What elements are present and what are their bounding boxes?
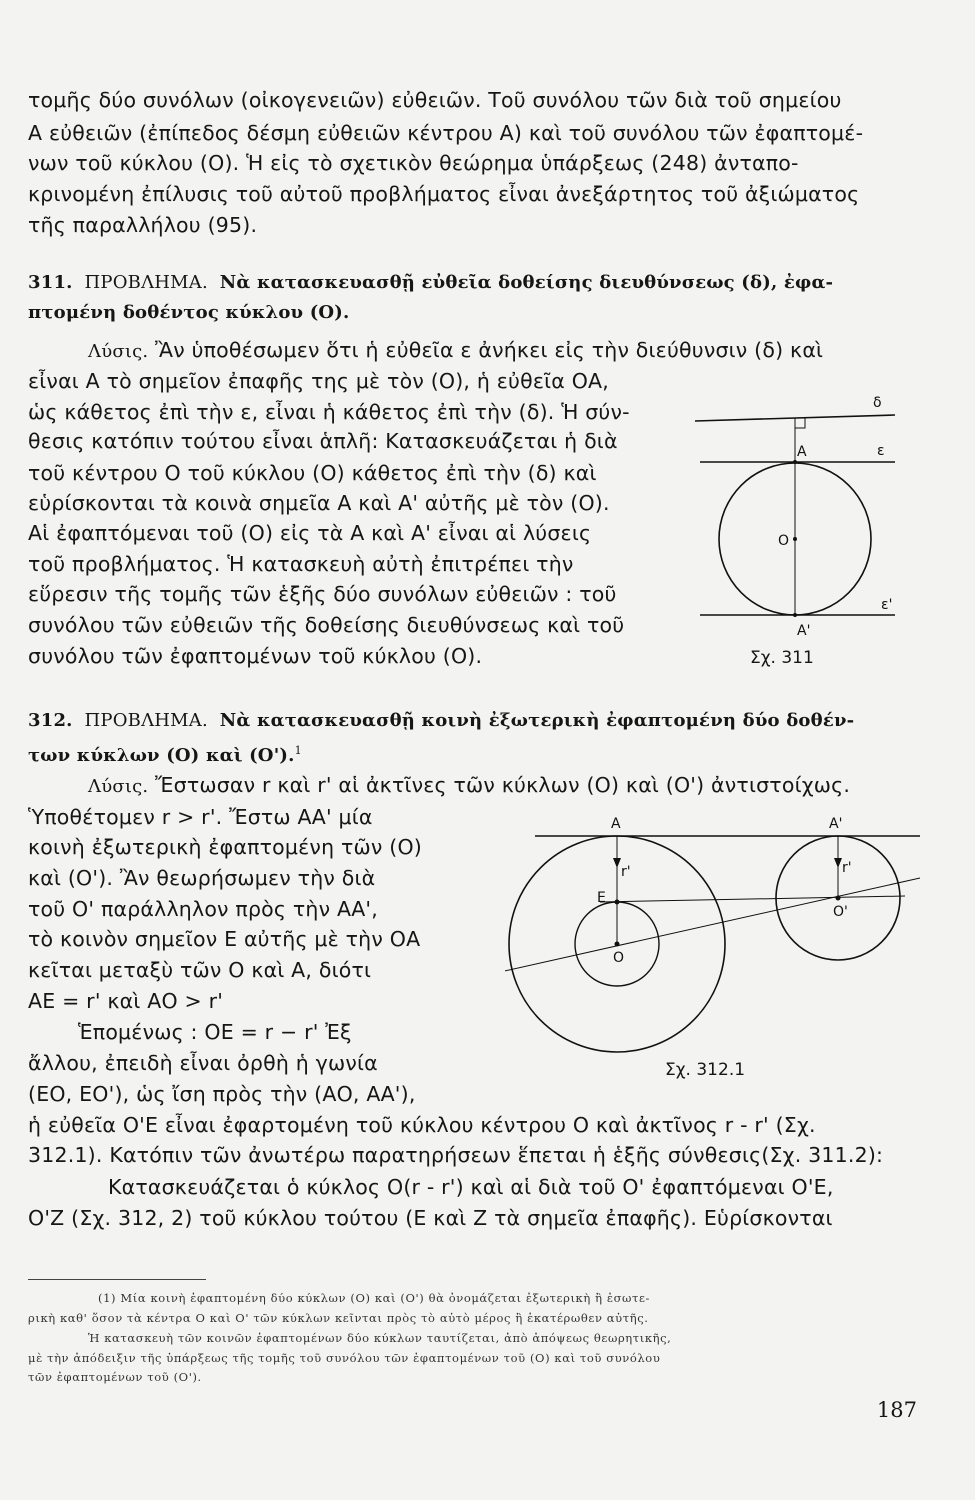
- problem-label: ΠΡΟΒΛΗΜΑ.: [84, 272, 208, 293]
- body-line: Κατασκευάζεται ὁ κύκλος Ο(r - r') καὶ αἱ διὰ τοῦ Ο' ἐφαπτόμεναι Ο'Ε,: [108, 1175, 834, 1199]
- intro-line: τομῆς δύο συνόλων (οἰκογενειῶν) εὐθειῶν. Τοῦ συνόλου τῶν διὰ τοῦ σημείου: [28, 88, 842, 112]
- label-r-prime-1: r': [621, 864, 631, 880]
- problem-number: 312.: [28, 710, 73, 731]
- footnote-line: Ἡ κατασκευὴ τῶν κοινῶν ἐφαπτομένων δύο κύκλων ταυτίζεται, ἀπὸ ἀπόψεως θεωρητικῆς,: [88, 1331, 672, 1345]
- text-span: Ἔστωσαν r καὶ r' αἱ ἀκτῖνες τῶν κύκλων (Ο) καὶ (Ο') ἀντιστοίχως.: [155, 773, 851, 797]
- figure-312-1-caption: Σχ. 312.1: [665, 1060, 746, 1080]
- label-epsilon: ε: [877, 443, 885, 459]
- footnote-line: ρικὴ καθ' ὅσον τὰ κέντρα Ο καὶ Ο' τῶν κύκλων κεῖνται πρὸς τὸ αὐτὸ μέρος ἢ ἑκατέρωθεν αὐτῆς.: [28, 1311, 649, 1325]
- solution-label: Λύσις.: [88, 341, 149, 362]
- problem-statement: Νὰ κατασκευασθῇ κοινὴ ἐξωτερικὴ ἐφαπτομένη δύο δοθέν-: [219, 710, 855, 731]
- label-r-prime-2: r': [842, 860, 852, 876]
- body-line: εὑρίσκονται τὰ κοινὰ σημεῖα Α καὶ Α' αὐτῆς μὲ τὸν (Ο).: [28, 491, 610, 515]
- body-line: καὶ (Ο'). Ἂν θεωρήσωμεν τὴν διὰ: [28, 866, 376, 890]
- problem-statement: Νὰ κατασκευασθῇ εὐθεῖα δοθείσης διευθύνσεως (δ), ἐφα-: [219, 272, 834, 293]
- body-line: Ὑποθέτομεν r > r'. Ἔστω ΑΑ' μία: [28, 805, 373, 829]
- footnote-rule: [28, 1279, 206, 1280]
- point-o: [615, 942, 620, 947]
- body-line: Ο'Ζ (Σχ. 312, 2) τοῦ κύκλου τούτου (Ε καὶ Ζ τὰ σημεῖα ἐπαφῆς). Εὑρίσκονται: [28, 1206, 833, 1230]
- problem-311-heading-cont: [28, 298, 349, 327]
- body-line: (ΕΟ, ΕΟ'), ὡς ἴση πρὸς τὴν (ΑΟ, ΑΑ'),: [28, 1082, 416, 1106]
- point-a: [793, 460, 797, 464]
- body-line: συνόλου τῶν εὐθειῶν τῆς δοθείσης διευθύνσεως καὶ τοῦ: [28, 613, 625, 637]
- footnote-ref: 1: [294, 744, 302, 757]
- arrow-r-prime-1: [613, 858, 621, 868]
- page-number: 187: [876, 1398, 917, 1422]
- body-line: Ἑπομένως : ΟΕ = r − r' Ἐξ: [78, 1020, 352, 1044]
- body-line: ἄλλου, ἐπειδὴ εἶναι ὀρθὴ ἡ γωνία: [28, 1051, 378, 1075]
- body-line: θεσις κατόπιν τούτου εἶναι ἁπλῆ: Κατασκευάζεται ἡ διὰ: [28, 429, 618, 453]
- label-a: Α: [797, 444, 807, 460]
- label-o: Ο: [613, 950, 625, 966]
- body-line: τοῦ Ο' παράλληλον πρὸς τὴν ΑΑ',: [28, 897, 378, 921]
- label-a: Α: [611, 816, 621, 832]
- problem-statement: των κύκλων (Ο) καὶ (Ο').: [28, 745, 295, 766]
- right-angle-mark: [795, 418, 805, 428]
- problem-statement: πτομένη δοθέντος κύκλου (Ο).: [28, 302, 350, 323]
- body-line: ΑΕ = r' καὶ ΑΟ > r': [28, 989, 224, 1013]
- footnote-line: (1) Μία κοινὴ ἐφαπτομένη δύο κύκλων (Ο) καὶ (Ο') θὰ ὀνομάζεται ἐξωτερικὴ ἢ ἐσωτε-: [98, 1291, 651, 1305]
- problem-311-heading: [28, 268, 833, 297]
- point-e: [615, 900, 620, 905]
- label-a-prime: Α': [797, 623, 811, 639]
- text-span: Ἂν ὑποθέσωμεν ὅτι ἡ εὐθεῖα ε ἀνήκει εἰς τὴν διεύθυνσιν (δ) καὶ: [155, 338, 824, 362]
- intro-line: Α εὐθειῶν (ἐπίπεδος δέσμη εὐθειῶν κέντρου Α) καὶ τοῦ συνόλου τῶν ἐφαπτομέ-: [28, 121, 864, 145]
- body-line: Αἱ ἐφαπτόμεναι τοῦ (Ο) εἰς τὰ Α καὶ Α' εἶναι αἱ λύσεις: [28, 521, 592, 545]
- figure-312-1: [505, 810, 925, 1060]
- label-a-prime: Α': [829, 816, 843, 832]
- body-line: τὸ κοινὸν σημεῖον Ε αὐτῆς μὲ τὴν ΟΑ: [28, 927, 421, 951]
- label-epsilon-prime: ε': [881, 597, 893, 613]
- figure-311: [695, 395, 915, 645]
- point-o-prime: [836, 896, 841, 901]
- footnote-line: μὲ τὴν ἀπόδειξιν τῆς ὑπάρξεως τῆς τομῆς τοῦ συνόλου τῶν ἐφαπτομένων τοῦ (Ο) καὶ τοῦ συνόλου: [28, 1351, 661, 1365]
- solution-311-first-line: [88, 336, 823, 366]
- parallel-through-o-prime: [600, 896, 905, 902]
- intro-line: τῆς παραλλήλου (95).: [28, 213, 258, 237]
- problem-label: ΠΡΟΒΛΗΜΑ.: [84, 710, 208, 731]
- label-e: Ε: [597, 890, 606, 906]
- point-o: [793, 537, 797, 541]
- figure-311-caption: Σχ. 311: [750, 648, 814, 668]
- label-delta: δ: [873, 395, 882, 411]
- body-line: κεῖται μεταξὺ τῶν Ο καὶ Α, διότι: [28, 958, 372, 982]
- intro-line: κρινομένη ἐπίλυσις τοῦ αὐτοῦ προβλήματος εἶναι ἀνεξάρτητος τοῦ ἀξιώματος: [28, 182, 860, 206]
- body-line: 312.1). Κατόπιν τῶν ἀνωτέρω παρατηρήσεων ἕπεται ἡ ἑξῆς σύνθεσις(Σχ. 311.2):: [28, 1143, 884, 1167]
- solution-312-first-line: [88, 771, 850, 801]
- problem-312-heading: [28, 706, 854, 735]
- footnote-line: τῶν ἐφαπτομένων τοῦ (Ο').: [28, 1370, 202, 1384]
- problem-312-heading-cont: [28, 736, 302, 770]
- body-line: εὕρεσιν τῆς τομῆς τῶν ἑξῆς δύο συνόλων εὐθειῶν : τοῦ: [28, 582, 617, 606]
- solution-label: Λύσις.: [88, 776, 149, 797]
- body-line: τοῦ κέντρου Ο τοῦ κύκλου (Ο) κάθετος ἐπὶ τὴν (δ) καὶ: [28, 461, 597, 485]
- intro-line: νων τοῦ κύκλου (Ο). Ἡ εἰς τὸ σχετικὸν θεώρημα ὑπάρξεως (248) ἀνταπο-: [28, 151, 799, 175]
- body-line: συνόλου τῶν ἐφαπτομένων τοῦ κύκλου (Ο).: [28, 644, 483, 668]
- body-line: ὡς κάθετος ἐπὶ τὴν ε, εἶναι ἡ κάθετος ἐπὶ τὴν (δ). Ἡ σύν-: [28, 400, 630, 424]
- label-o-prime: Ο': [833, 904, 848, 920]
- body-line: κοινὴ ἐξωτερικὴ ἐφαπτομένη τῶν (Ο): [28, 835, 422, 859]
- point-a-prime: [793, 613, 797, 617]
- body-line: εἶναι Α τὸ σημεῖον ἐπαφῆς της μὲ τὸν (Ο), ἡ εὐθεῖα ΟΑ,: [28, 369, 609, 393]
- body-line: τοῦ προβλήματος. Ἡ κατασκευὴ αὐτὴ ἐπιτρέπει τὴν: [28, 552, 574, 576]
- problem-number: 311.: [28, 272, 73, 293]
- body-line: ἡ εὐθεῖα Ο'Ε εἶναι ἐφαρτομένη τοῦ κύκλου κέντρου Ο καὶ ἀκτῖνος r - r' (Σχ.: [28, 1113, 816, 1137]
- arrow-r-prime-2: [834, 858, 842, 868]
- label-o: Ο: [778, 533, 790, 549]
